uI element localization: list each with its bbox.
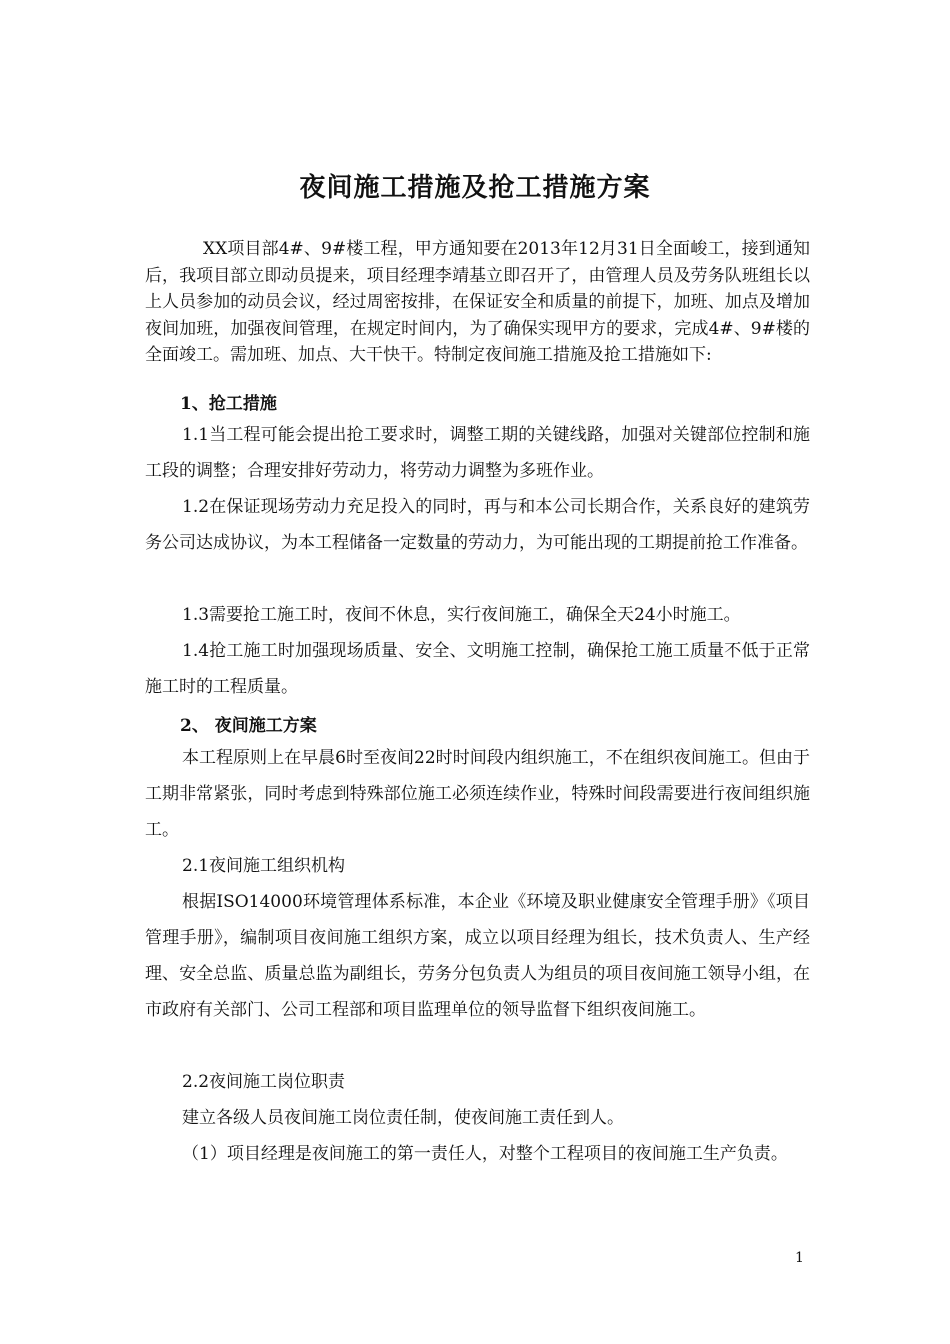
intro-paragraph: XX项目部4#、9#楼工程，甲方通知要在2013年12月31日全面峻工，接到通知后，我项目部立即动员提来，项目经理李靖基立即召开了，由管理人员及劳务队班组长以上人员参加的动员会议，经过周密按排，在保证安全和质量的前提下，加班、加点及增加夜间加班，加强夜间管理，在规定时间内，为了确保实现甲方的要求，完成4#、9#楼的全面竣工。需加班、加点、大干快干。特制定夜间施工措施及抢工措施如下: [145,239,810,365]
section-heading-rush-measures: 1、抢工措施 [180,394,277,414]
paragraph-2-intro: 本工程原则上在早晨6时至夜间22时时间段内组织施工，不在组织夜间施工。但由于工期非常紧张，同时考虑到特殊部位施工必须连续作业，特殊时间段需要进行夜间组织施工。 [145,748,810,840]
paragraph-2-2-body: 建立各级人员夜间施工岗位责任制，使夜间施工责任到人。 [182,1108,624,1128]
paragraph-1-2: 1.2在保证现场劳动力充足投入的同时，再与和本公司长期合作，关系良好的建筑劳务公司达成协议，为本工程储备一定数量的劳动力，为可能出现的工期提前抢工作准备。 [145,497,810,553]
page-number: 1 [795,1250,804,1266]
paragraph-2-1-body: 根据ISO14000环境管理体系标准，本企业《环境及职业健康安全管理手册》《项目管理手册》，编制项目夜间施工组织方案，成立以项目经理为组长，技术负责人、生产经理、安全总监、质量总监为副组长，劳务分包负责人为组员的项目夜间施工领导小组，在市政府有关部门、公司工程部和项目监理单位的领导监督下组织夜间施工。 [145,892,810,1020]
paragraph-2-1-heading: 2.1夜间施工组织机构 [182,856,346,876]
paragraph-1-1: 1.1当工程可能会提出抢工要求时，调整工期的关键线路，加强对关键部位控制和施工段的调整；合理安排好劳动力，将劳动力调整为多班作业。 [145,425,810,481]
paragraph-2-2-heading: 2.2夜间施工岗位职责 [182,1072,346,1092]
paragraph-1-3: 1.3需要抢工施工时，夜间不休息，实行夜间施工，确保全天24小时施工。 [182,605,741,625]
section-heading-night-construction: 2、 夜间施工方案 [180,716,317,736]
document-title: 夜间施工措施及抢工措施方案 [299,173,651,204]
paragraph-2-2-item-1: （1）项目经理是夜间施工的第一责任人，对整个工程项目的夜间施工生产负责。 [182,1144,788,1164]
paragraph-1-4: 1.4抢工施工时加强现场质量、安全、文明施工控制，确保抢工施工质量不低于正常施工时的工程质量。 [145,641,810,697]
